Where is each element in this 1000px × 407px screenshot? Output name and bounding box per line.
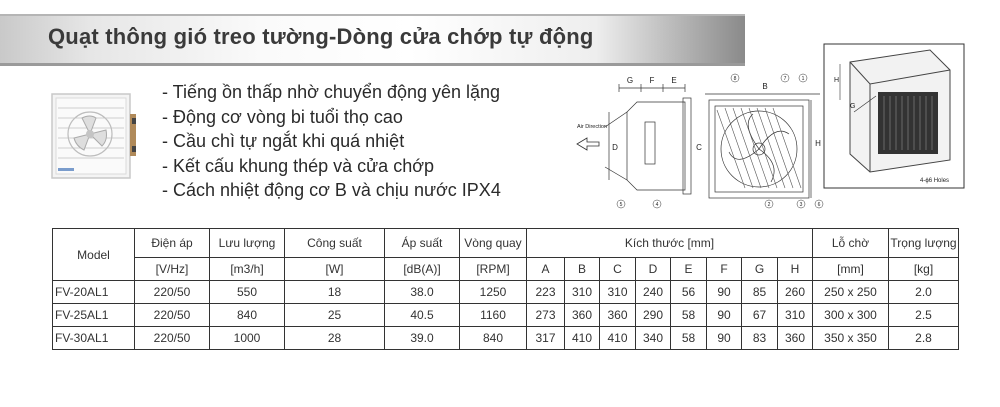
install-dim-g: G (850, 103, 856, 110)
cell-dim-d: 340 (636, 327, 671, 350)
header-dimensions: Kích thước [mm] (527, 229, 813, 258)
cell-dim-b: 360 (565, 304, 600, 327)
header-pressure: Áp suất (385, 229, 460, 258)
header-opening: Lỗ chờ (813, 229, 889, 258)
cell-dim-h: 260 (778, 281, 813, 304)
cell-pressure: 39.0 (385, 327, 460, 350)
feature-item: - Cách nhiệt động cơ B và chịu nước IPX4 (162, 180, 501, 200)
feature-item: - Động cơ vòng bi tuổi thọ cao (162, 106, 403, 127)
cell-pressure: 38.0 (385, 281, 460, 304)
cell-speed: 1160 (460, 304, 527, 327)
unit-speed: [RPM] (460, 258, 527, 281)
cell-weight: 2.5 (889, 304, 959, 327)
header-flow: Lưu lượng (210, 229, 285, 258)
install-dim-h: H (834, 77, 840, 84)
header-voltage: Điện áp (135, 229, 210, 258)
dim-letter: C (600, 258, 636, 281)
dim-label-g: G (626, 76, 634, 85)
dimension-diagram (575, 72, 825, 212)
cell-voltage: 220/50 (135, 281, 210, 304)
cell-flow: 1000 (210, 327, 285, 350)
cell-voltage: 220/50 (135, 304, 210, 327)
cell-flow: 550 (210, 281, 285, 304)
table-row (53, 281, 959, 304)
installation-diagram (820, 42, 970, 192)
header-speed: Vòng quay (460, 229, 527, 258)
cell-dim-f: 90 (707, 281, 742, 304)
spec-table (52, 228, 959, 350)
cell-opening: 350 x 350 (813, 327, 889, 350)
cell-opening: 250 x 250 (813, 281, 889, 304)
dim-label-c: C (696, 143, 702, 152)
dim-label-e: E (671, 76, 677, 85)
cell-dim-g: 83 (742, 327, 778, 350)
callout-5: 5 (619, 202, 623, 208)
holes-label: 4-ϕ6 Holes (920, 178, 950, 184)
callout-4: 4 (655, 202, 659, 208)
dim-letter: H (778, 258, 813, 281)
title-bar (0, 14, 745, 66)
header-model: Model (53, 229, 135, 281)
unit-weight: [kg] (889, 258, 959, 281)
dim-letter: G (742, 258, 778, 281)
callout-6: 6 (817, 202, 821, 208)
cell-opening: 300 x 300 (813, 304, 889, 327)
table-row (53, 327, 959, 350)
table-unit-row (53, 258, 959, 281)
callout-3: 3 (799, 202, 803, 208)
cell-dim-a: 223 (527, 281, 565, 304)
feature-item: - Tiếng ồn thấp nhờ chuyển động yên lặng (162, 82, 501, 102)
cell-dim-h: 360 (778, 327, 813, 350)
cell-dim-e: 58 (671, 304, 707, 327)
header-weight: Trọng lượng (889, 229, 959, 258)
cell-weight: 2.8 (889, 327, 959, 350)
table-row (53, 304, 959, 327)
fan-product-image (50, 88, 140, 188)
cell-dim-b: 410 (565, 327, 600, 350)
feature-item: - Kết cấu khung thép và cửa chớp (162, 155, 435, 176)
table-header-row (53, 229, 959, 258)
feature-item: - Cầu chì tự ngắt khi quá nhiệt (162, 131, 405, 151)
cell-dim-b: 310 (565, 281, 600, 304)
cell-model: FV-30AL1 (53, 327, 135, 350)
dim-label-f: F (649, 76, 655, 85)
dim-label-h: H (815, 139, 821, 148)
cell-dim-e: 56 (671, 281, 707, 304)
cell-dim-d: 240 (636, 281, 671, 304)
callout-1: 1 (801, 76, 805, 82)
cell-dim-c: 410 (600, 327, 636, 350)
air-direction-label: Air Direction (577, 124, 607, 130)
dim-label-d: D (612, 143, 618, 152)
page-title: Quạt thông gió treo tường-Dòng cửa chớp tự động (48, 24, 594, 49)
callout-2: 2 (767, 202, 771, 208)
unit-power: [W] (285, 258, 385, 281)
cell-pressure: 40.5 (385, 304, 460, 327)
unit-voltage: [V/Hz] (135, 258, 210, 281)
cell-dim-d: 290 (636, 304, 671, 327)
cell-model: FV-25AL1 (53, 304, 135, 327)
dim-letter: A (527, 258, 565, 281)
cell-speed: 1250 (460, 281, 527, 304)
cell-dim-c: 310 (600, 281, 636, 304)
cell-dim-h: 310 (778, 304, 813, 327)
unit-opening: [mm] (813, 258, 889, 281)
cell-power: 28 (285, 327, 385, 350)
cell-speed: 840 (460, 327, 527, 350)
cell-dim-f: 90 (707, 304, 742, 327)
cell-dim-a: 273 (527, 304, 565, 327)
cell-dim-e: 58 (671, 327, 707, 350)
title-top-rule (0, 14, 745, 16)
cell-dim-f: 90 (707, 327, 742, 350)
title-bottom-rule (0, 63, 745, 66)
header-power: Công suất (285, 229, 385, 258)
unit-pressure: [dB(A)] (385, 258, 460, 281)
cell-dim-g: 85 (742, 281, 778, 304)
cell-flow: 840 (210, 304, 285, 327)
cell-weight: 2.0 (889, 281, 959, 304)
cell-dim-c: 360 (600, 304, 636, 327)
unit-flow: [m3/h] (210, 258, 285, 281)
cell-model: FV-20AL1 (53, 281, 135, 304)
callout-8: 8 (733, 76, 737, 82)
cell-dim-g: 67 (742, 304, 778, 327)
cell-dim-a: 317 (527, 327, 565, 350)
dim-label-b: B (762, 82, 768, 91)
arrow-left-icon (577, 138, 599, 150)
dim-letter: B (565, 258, 600, 281)
cell-power: 25 (285, 304, 385, 327)
feature-list (162, 80, 501, 203)
dim-letter: E (671, 258, 707, 281)
callout-7: 7 (783, 76, 787, 82)
dim-letter: F (707, 258, 742, 281)
dim-letter: D (636, 258, 671, 281)
cell-power: 18 (285, 281, 385, 304)
cell-voltage: 220/50 (135, 327, 210, 350)
